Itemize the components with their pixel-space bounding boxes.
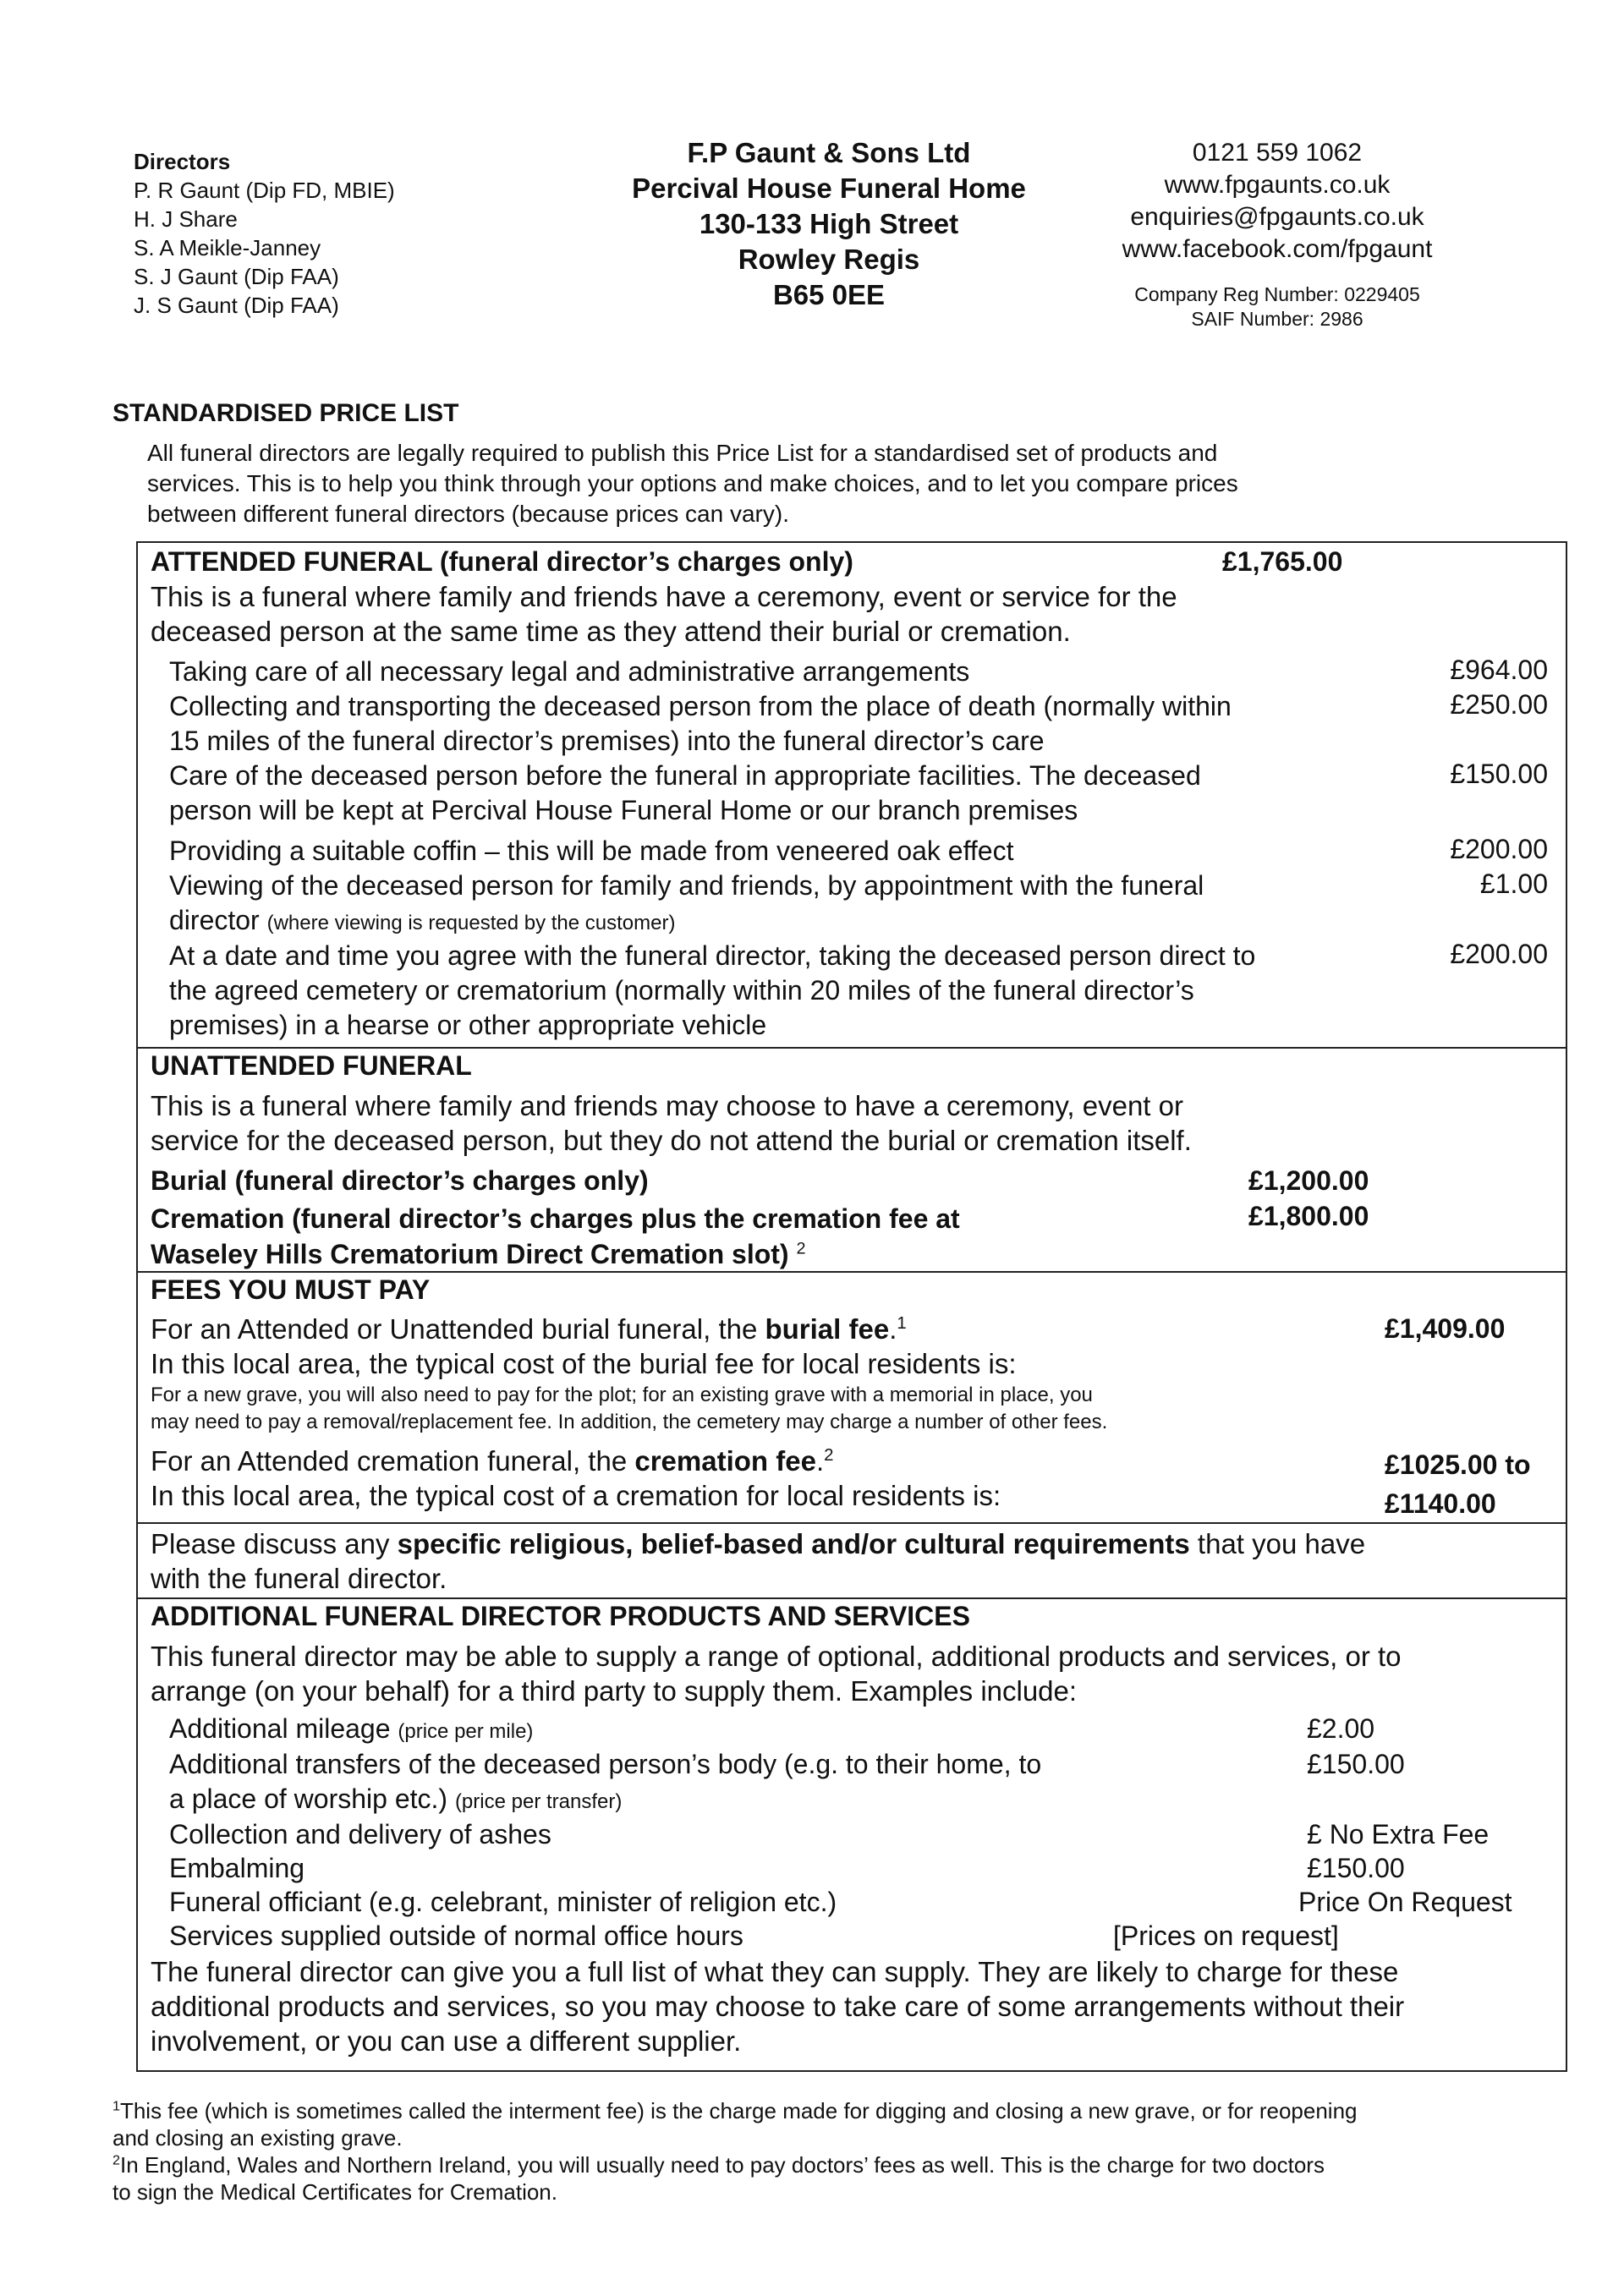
note-line: may need to pay a removal/replacement fee. In addition, the cemetery may charge a number of other fees.	[151, 1411, 1108, 1433]
item-note: (price per transfer)	[454, 1790, 623, 1813]
text-bold: cremation fee	[634, 1445, 816, 1477]
item-text: Taking care of all necessary legal and administrative arrangements	[169, 656, 970, 687]
item-price: £150.00	[1307, 1749, 1405, 1779]
cremation-price: £1,800.00	[1248, 1201, 1369, 1231]
item-text-word: director	[169, 905, 260, 935]
footnote	[112, 2151, 1358, 2178]
company-town: Rowley Regis	[738, 244, 920, 275]
item-price: Price On Request	[1298, 1887, 1512, 1917]
description-line: service for the deceased person, but they do not attend the burial or cremation itself.	[151, 1125, 1192, 1156]
item-text-word: a place of worship etc.)	[169, 1784, 448, 1814]
burial-fee-price: £1,409.00	[1385, 1313, 1506, 1344]
text-bold: specific religious, belief-based and/or cultural requirements	[397, 1528, 1190, 1559]
item-text: At a date and time you agree with the funeral director, taking the deceased person direct to	[169, 940, 1256, 971]
director-name: J. S Gaunt (Dip FAA)	[134, 293, 339, 318]
additional-item	[169, 1712, 533, 1746]
email-link[interactable]: enquiries@fpgaunts.co.uk	[1130, 203, 1424, 231]
additional-item: Embalming	[169, 1853, 305, 1883]
burial-fee-line	[151, 1312, 1017, 1346]
directors-title: Directors	[134, 149, 231, 174]
director-name: S. J Gaunt (Dip FAA)	[134, 264, 339, 289]
additional-description	[151, 1639, 1402, 1708]
burial-fee-text	[151, 1312, 1017, 1381]
footnote-text: In England, Wales and Northern Ireland, you will usually need to pay doctors’ fees as well. This is the charge for two doctors	[119, 2152, 1325, 2178]
intro-text	[147, 438, 1238, 529]
item-text: 15 miles of the funeral director’s premises) into the funeral director’s care	[169, 726, 1045, 756]
additional-heading: ADDITIONAL FUNERAL DIRECTOR PRODUCTS AND SERVICES	[151, 1601, 970, 1631]
description-line: deceased person at the same time as they attend their burial or cremation.	[151, 616, 1071, 647]
price-line: £1025.00 to	[1385, 1449, 1531, 1480]
item-price: £964.00	[1450, 655, 1548, 685]
item-text: the agreed cemetery or crematorium (normally within 20 miles of the funeral director’s	[169, 975, 1194, 1006]
cremation-label-line: Cremation (funeral director’s charges plus the cremation fee at	[151, 1203, 960, 1234]
description-line: This funeral director may be able to supply a range of optional, additional products and services, or to	[151, 1641, 1402, 1672]
intro-line: All funeral directors are legally required to publish this Price List for a standardised set of products and	[147, 440, 1218, 466]
director-name: S. A Meikle-Janney	[134, 235, 321, 260]
cremation-fee-line: In this local area, the typical cost of a cremation for local residents is:	[151, 1480, 1001, 1511]
company-block	[592, 135, 1066, 313]
attended-item	[169, 834, 1013, 869]
item-note: (price per mile)	[398, 1720, 534, 1743]
item-price: [Prices on request]	[1113, 1921, 1339, 1951]
cremation-label	[151, 1201, 960, 1272]
footnote-ref: 1	[897, 1313, 907, 1333]
closing-line: involvement, or you can use a different supplier.	[151, 2025, 742, 2057]
attended-item	[169, 759, 1201, 828]
burial-fee-note	[151, 1382, 1107, 1436]
burial-price: £1,200.00	[1248, 1165, 1369, 1196]
note-line: For a new grave, you will also need to pay for the plot; for an existing grave with a memorial in place, you	[151, 1384, 1093, 1406]
footnotes	[112, 2097, 1358, 2206]
intro-line: between different funeral directors (because prices can vary).	[147, 501, 789, 527]
item-text	[169, 903, 1204, 938]
company-street: 130-133 High Street	[699, 208, 959, 239]
cremation-label-text: Waseley Hills Crematorium Direct Cremation slot)	[151, 1239, 789, 1269]
discuss-line: with the funeral director.	[151, 1563, 447, 1594]
company-home: Percival House Funeral Home	[632, 173, 1026, 204]
item-text: person will be kept at Percival House Funeral Home or our branch premises	[169, 795, 1078, 825]
section-divider	[136, 1522, 1567, 1524]
text: For an Attended or Unattended burial funeral, the	[151, 1313, 765, 1345]
section-divider	[136, 1047, 1567, 1049]
company-postcode: B65 0EE	[772, 279, 886, 310]
section-divider	[136, 1597, 1567, 1599]
text: For an Attended cremation funeral, the	[151, 1445, 635, 1477]
cremation-fee-price	[1385, 1445, 1531, 1523]
company-name: F.P Gaunt & Sons Ltd	[687, 137, 971, 168]
attended-total: £1,765.00	[1222, 546, 1343, 577]
item-price: £200.00	[1450, 834, 1548, 864]
cremation-label-line	[151, 1236, 960, 1272]
closing-line: The funeral director can give you a full list of what they can supply. They are likely to charge for these	[151, 1956, 1399, 1987]
item-text: Viewing of the deceased person for family and friends, by appointment with the funeral	[169, 870, 1204, 901]
item-text: Providing a suitable coffin – this will be made from veneered oak effect	[169, 836, 1014, 866]
text: that you have	[1189, 1528, 1366, 1559]
burial-fee-line: In this local area, the typical cost of the burial fee for local residents is:	[151, 1348, 1017, 1379]
director-name: H. J Share	[134, 206, 238, 232]
item-text: Care of the deceased person before the funeral in appropriate facilities. The deceased	[169, 760, 1201, 791]
footnote-number: 1	[112, 2098, 120, 2114]
additional-closing	[151, 1954, 1404, 2058]
cremation-fee-line	[151, 1444, 1001, 1478]
item-text: premises) in a hearse or other appropriate vehicle	[169, 1010, 767, 1040]
footnote-text: and closing an existing grave.	[112, 2125, 403, 2151]
description-line: This is a funeral where family and friends have a ceremony, event or service for the	[151, 581, 1177, 612]
fees-heading: FEES YOU MUST PAY	[151, 1274, 431, 1305]
item-text	[169, 1782, 1041, 1817]
closing-line: additional products and services, so you may choose to take care of some arrangements without their	[151, 1991, 1405, 2022]
company-reg: Company Reg Number: 0229405	[1134, 283, 1420, 305]
item-text: Collecting and transporting the deceased person from the place of death (normally within	[169, 691, 1232, 721]
text: Please discuss any	[151, 1528, 398, 1559]
price-line: £1140.00	[1385, 1488, 1496, 1519]
facebook-link[interactable]: www.facebook.com/fpgaunt	[1122, 235, 1433, 263]
footnote	[112, 2097, 1358, 2124]
item-price: £2.00	[1307, 1713, 1375, 1744]
item-text: Additional mileage	[169, 1713, 391, 1744]
additional-item	[169, 1747, 1041, 1817]
cremation-fee-text	[151, 1444, 1001, 1513]
item-price: £1.00	[1479, 869, 1548, 899]
page-title: STANDARDISED PRICE LIST	[112, 399, 459, 427]
website-link[interactable]: www.fpgaunts.co.uk	[1164, 171, 1391, 199]
intro-line: services. This is to help you think through your options and make choices, and to let you compare prices	[147, 470, 1238, 496]
footnote-number: 2	[112, 2152, 120, 2168]
additional-item: Funeral officiant (e.g. celebrant, minister of religion etc.)	[169, 1887, 837, 1917]
item-price: £200.00	[1450, 939, 1548, 969]
attended-item	[169, 939, 1255, 1043]
directors-block	[134, 147, 395, 320]
discuss-line	[151, 1526, 1365, 1561]
attended-heading: ATTENDED FUNERAL (funeral director’s charges only)	[151, 546, 853, 577]
discuss-text	[151, 1526, 1365, 1596]
unattended-description	[151, 1088, 1192, 1158]
footnote-ref: 2	[796, 1239, 806, 1258]
attended-item	[169, 689, 1232, 759]
director-name: P. R Gaunt (Dip FD, MBIE)	[134, 178, 395, 203]
description-line: arrange (on your behalf) for a third party to supply them. Examples include:	[151, 1675, 1078, 1707]
attended-description	[151, 579, 1177, 649]
item-price: £250.00	[1450, 689, 1548, 720]
footnote-text: to sign the Medical Certificates for Cremation.	[112, 2179, 557, 2205]
item-price: £ No Extra Fee	[1307, 1819, 1490, 1849]
unattended-heading: UNATTENDED FUNERAL	[151, 1050, 472, 1081]
footnote-ref: 2	[824, 1445, 834, 1465]
saif-number: SAIF Number: 2986	[1191, 308, 1363, 330]
phone-number: 0121 559 1062	[1192, 139, 1363, 167]
additional-item: Collection and delivery of ashes	[169, 1819, 551, 1849]
attended-item	[169, 655, 969, 689]
item-note: (where viewing is requested by the customer)	[266, 912, 676, 934]
item-price: £150.00	[1307, 1853, 1405, 1883]
text: .	[889, 1313, 897, 1345]
description-line: This is a funeral where family and friends may choose to have a ceremony, event or	[151, 1090, 1183, 1121]
text-bold: burial fee	[765, 1313, 890, 1345]
attended-item	[169, 869, 1204, 938]
additional-item: Services supplied outside of normal office hours	[169, 1921, 743, 1951]
footnote-text: This fee (which is sometimes called the interment fee) is the charge made for digging and closing a new grave, or for reopening	[119, 2098, 1358, 2123]
text: .	[815, 1445, 825, 1477]
burial-label: Burial (funeral director’s charges only)	[151, 1165, 649, 1196]
item-price: £150.00	[1450, 759, 1548, 789]
contact-block	[1057, 137, 1497, 332]
item-text: Additional transfers of the deceased person’s body (e.g. to their home, to	[169, 1749, 1042, 1779]
